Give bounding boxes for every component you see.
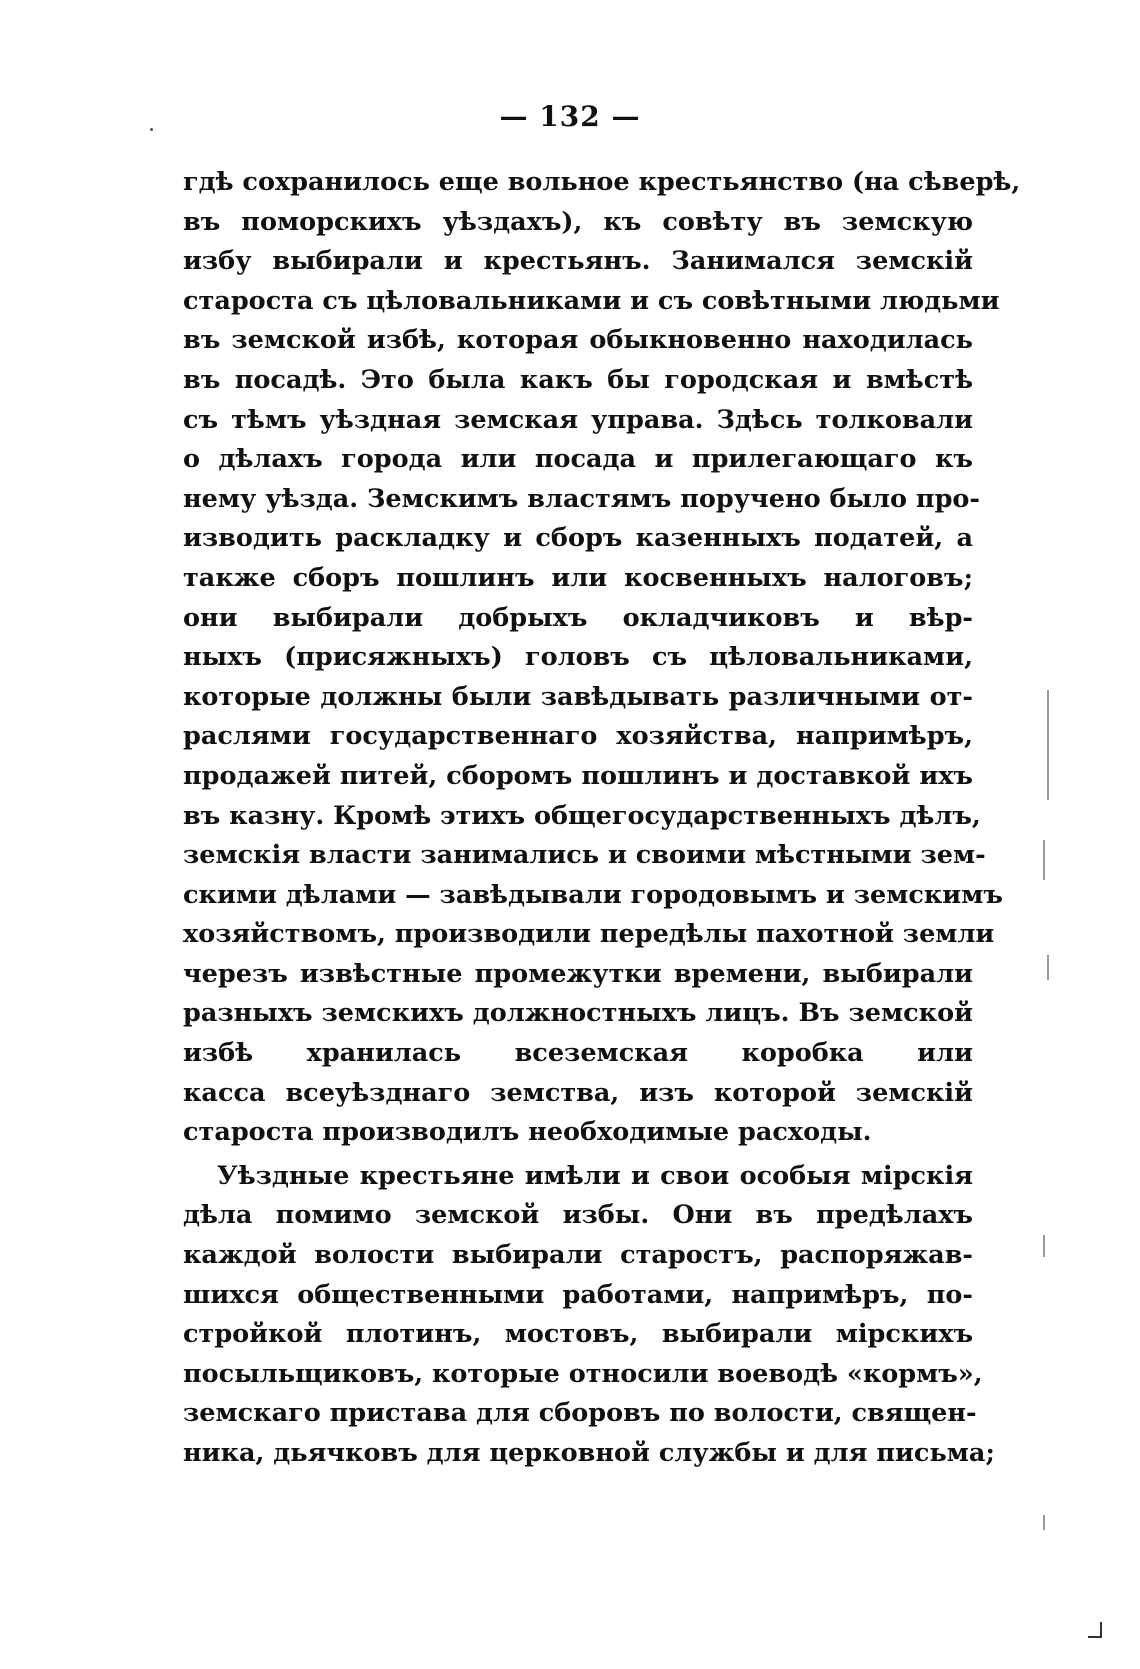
text-line: избу выбирали и крестьянъ. Занимался земскій <box>183 246 973 277</box>
text-line: въ казну. Кромѣ этихъ общегосударственныхъ дѣлъ, <box>183 800 981 831</box>
text-line: въ посадѣ. Это была какъ бы городская и вмѣстѣ <box>183 364 973 395</box>
text-line: каждой волости выбирали старостъ, распоряжав- <box>183 1240 973 1271</box>
text-line: съ тѣмъ уѣздная земская управа. Здѣсь толковали <box>183 404 973 435</box>
text-line: Уѣздные крестьяне имѣли и свои особыя мірскія <box>217 1160 973 1191</box>
text-line: староста съ цѣловальниками и съ совѣтными людьми <box>183 285 1000 316</box>
page-number: — 132 — <box>499 100 641 133</box>
scan-speck <box>150 128 153 131</box>
scan-artifact <box>1047 955 1049 980</box>
text-line: продажей питей, сборомъ пошлинъ и доставкой ихъ <box>183 760 973 791</box>
paragraph-2 <box>183 1157 995 1474</box>
text-line: въ поморскихъ уѣздахъ), къ совѣту въ земскую <box>183 206 973 237</box>
text-line: хозяйствомъ, производили передѣлы пахотной земли <box>183 919 995 950</box>
text-line: ныхъ (присяжныхъ) головъ съ цѣловальниками, <box>183 642 973 673</box>
text-line: дѣла помимо земской избы. Они въ предѣлахъ <box>183 1200 973 1231</box>
text-line: земскія власти занимались и своими мѣстными зем- <box>183 840 986 871</box>
text-line: они выбирали добрыхъ окладчиковъ и вѣр- <box>183 602 973 633</box>
paragraph-1 <box>183 163 1021 1153</box>
text-line: избѣ хранилась всеземская коробка или <box>183 1038 973 1069</box>
scan-artifact <box>1047 690 1049 760</box>
text-line: нему уѣзда. Земскимъ властямъ поручено было про- <box>183 483 981 514</box>
text-line: гдѣ сохранилось еще вольное крестьянство (на сѣверѣ, <box>183 167 1021 197</box>
scan-artifact <box>1043 840 1045 880</box>
text-line: разныхъ земскихъ должностныхъ лицъ. Въ земской <box>183 998 973 1029</box>
text-line: староста производилъ необходимые расходы. <box>183 1117 872 1148</box>
body-text <box>183 163 1021 1474</box>
text-line: посыльщиковъ, которые относили воеводѣ «кормъ», <box>183 1358 983 1389</box>
text-line: черезъ извѣстные промежутки времени, выбирали <box>183 958 973 989</box>
text-line: въ земской избѣ, которая обыкновенно находилась <box>183 325 973 356</box>
text-line: скими дѣлами — завѣдывали городовымъ и земскимъ <box>183 879 1003 910</box>
text-line: которые должны были завѣдывать различными от- <box>183 681 973 712</box>
text-line: изводить раскладку и сборъ казенныхъ податей, а <box>183 523 973 554</box>
text-line: шихся общественными работами, напримѣръ, по- <box>183 1279 973 1310</box>
scan-artifact <box>1043 1515 1045 1530</box>
text-line: касса всеуѣзднаго земства, изъ которой земскій <box>183 1077 973 1108</box>
text-line: раслями государственнаго хозяйства, напримѣръ, <box>183 721 973 752</box>
text-line: ника, дьячковъ для церковной службы и для письма; <box>183 1438 995 1468</box>
text-line: о дѣлахъ города или посада и прилегающаго къ <box>183 444 973 475</box>
text-line: стройкой плотинъ, мостовъ, выбирали мірскихъ <box>183 1319 973 1350</box>
text-line: земскаго пристава для сборовъ по волости, священ- <box>183 1398 977 1429</box>
scan-artifact <box>1043 1235 1045 1257</box>
scan-corner-mark <box>1088 1622 1102 1638</box>
text-line: также сборъ пошлинъ или косвенныхъ налоговъ; <box>183 562 973 593</box>
scan-artifact <box>1047 760 1049 800</box>
